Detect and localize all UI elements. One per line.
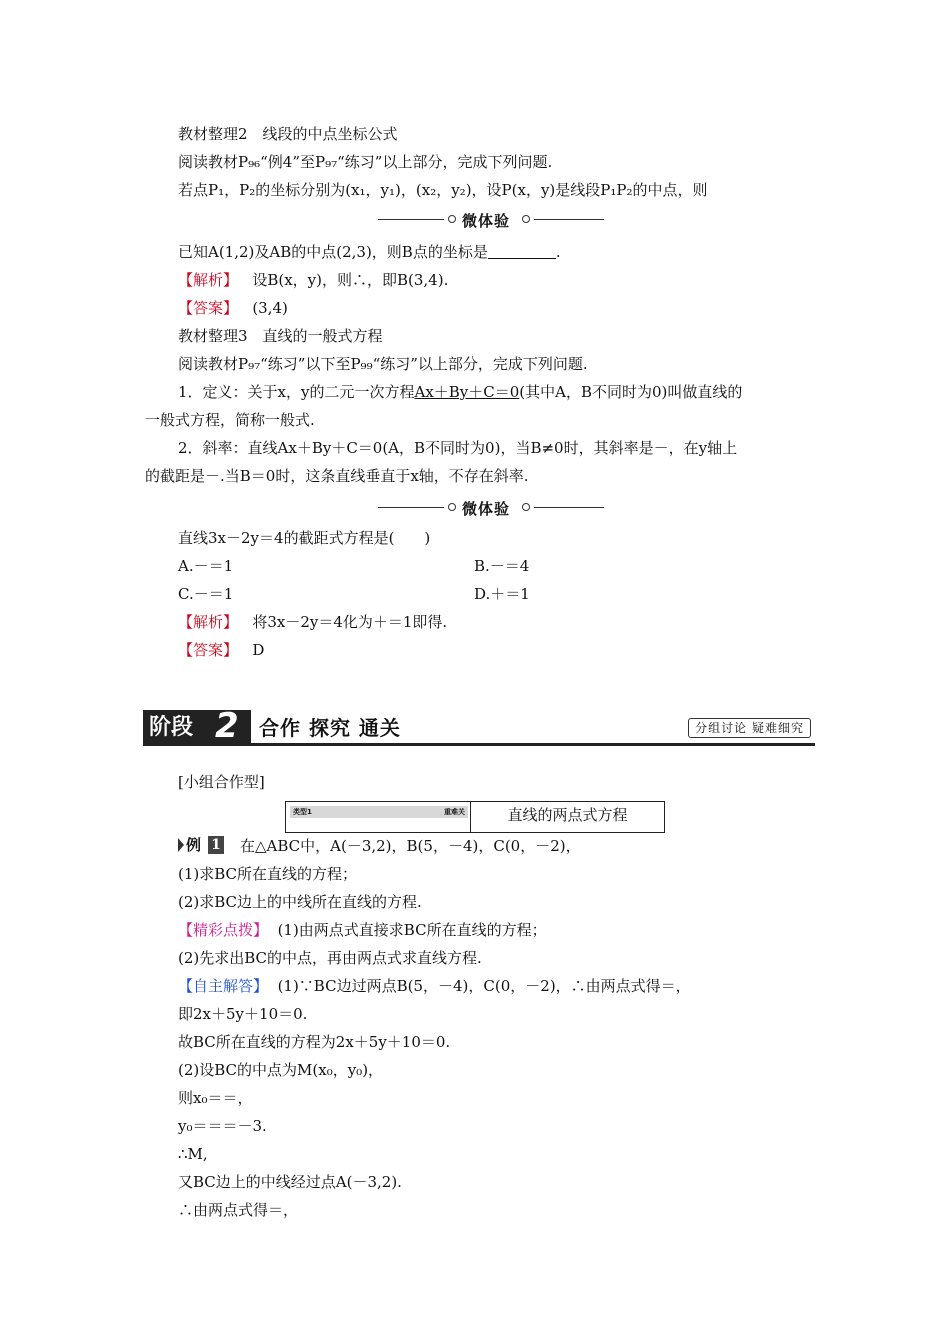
- answer-tag: 【答案】: [178, 641, 239, 659]
- option-b: B.－＝4: [474, 557, 530, 575]
- definition-continuation: 一般式方程，简称一般式.: [145, 411, 315, 429]
- reading-instruction: 阅读教材P₉₆“例4”至P₉₇“练习”以上部分，完成下列问题.: [178, 153, 553, 171]
- stage-title: 合作 探究 通关: [259, 716, 401, 740]
- stage-label: 阶段 2: [143, 710, 251, 746]
- type-label-strip: 类型1 重难关: [290, 806, 468, 818]
- stage-rule: [251, 743, 815, 746]
- midpoint-statement: 若点P₁，P₂的坐标分别为(x₁，y₁)，(x₂，y₂)，设P(x，y)是线段P₁P₂的中点，则: [178, 181, 708, 199]
- hint-line: 【精彩点拨】 (1)由两点式直接求BC所在直线的方程；: [178, 921, 547, 939]
- stage-number: 2: [215, 706, 239, 746]
- answer-line: 【答案】 D: [178, 641, 265, 659]
- slope-continuation: 的截距是－.当B＝0时，这条直线垂直于x轴，不存在斜率.: [145, 467, 529, 485]
- exercise-question: 直线3x－2y＝4的截距式方程是( ): [178, 529, 431, 547]
- solution-line: 【自主解答】 (1)∵BC边过两点B(5，－4)，C(0，－2)，∴由两点式得＝，: [178, 977, 691, 995]
- stage-subtitle-badge: 分组讨论 疑难细究: [688, 718, 811, 738]
- type-box: [285, 801, 665, 833]
- solution-step: 又BC边上的中线经过点A(－3,2).: [178, 1173, 402, 1191]
- solution-line: 【解析】 设B(x，y)，则∴，即B(3,4).: [178, 271, 449, 289]
- solution-tag: 【解析】: [178, 613, 239, 631]
- micro-experience-divider: [378, 498, 604, 518]
- solution-tag: 【解析】: [178, 271, 239, 289]
- example-text: 在△ABC中，A(－3,2)，B(5，－4)，C(0，－2)，: [240, 837, 581, 855]
- general-form-equation: Ax＋By＋C＝0: [414, 383, 520, 401]
- answer-tag: 【答案】: [178, 299, 239, 317]
- option-a: A.－＝1: [178, 557, 234, 575]
- answer-line: 【答案】 (3,4): [178, 299, 288, 317]
- micro-experience-divider: [378, 210, 604, 230]
- solution-step: y₀＝＝＝－3.: [178, 1117, 267, 1135]
- exercise-question: 已知A(1,2)及AB的中点(2,3)，则B点的坐标是 .: [178, 243, 561, 261]
- micro-experience-label: 微体验: [462, 212, 511, 230]
- solution-line: 【解析】 将3x－2y＝4化为＋＝1即得.: [178, 613, 448, 631]
- section-heading: 教材整理2 线段的中点坐标公式: [178, 125, 398, 143]
- slope-line: 2．斜率：直线Ax＋By＋C＝0(A，B不同时为0)，当B≠0时，其斜率是－，在y轴上: [178, 439, 738, 457]
- hint-line-2: (2)先求出BC的中点，再由两点式求直线方程.: [178, 949, 482, 967]
- micro-experience-label: 微体验: [462, 500, 511, 518]
- group-type-tag: [小组合作型]: [178, 773, 265, 791]
- solution-tag: 【自主解答】: [178, 977, 269, 995]
- answer-blank: [488, 244, 556, 259]
- reading-instruction: 阅读教材P₉₇“练习”以下至P₉₉“练习”以上部分，完成下列问题.: [178, 355, 588, 373]
- type-title: 直线的两点式方程: [507, 806, 628, 824]
- solution-step: ∴由两点式得＝，: [178, 1201, 299, 1219]
- solution-step: (2)设BC的中点为M(x₀，y₀)，: [178, 1061, 384, 1079]
- section-heading: 教材整理3 直线的一般式方程: [178, 327, 383, 345]
- hint-tag: 【精彩点拨】: [178, 921, 269, 939]
- triangle-icon: [178, 838, 184, 852]
- solution-step: 故BC所在直线的方程为2x＋5y＋10＝0.: [178, 1033, 451, 1051]
- option-c: C.－＝1: [178, 585, 234, 603]
- question-2: (2)求BC边上的中线所在直线的方程.: [178, 893, 422, 911]
- solution-step: 即2x＋5y＋10＝0.: [178, 1005, 308, 1023]
- solution-step: 则x₀＝＝，: [178, 1089, 253, 1107]
- question-1: (1)求BC所在直线的方程；: [178, 865, 358, 883]
- stage-banner: [143, 706, 815, 746]
- option-d: D.＋＝1: [474, 585, 530, 603]
- definition-line: 1．定义：关于x，y的二元一次方程Ax＋By＋C＝0(其中A，B不同时为0)叫做直线的: [178, 383, 743, 401]
- solution-step: ∴M,: [178, 1145, 208, 1163]
